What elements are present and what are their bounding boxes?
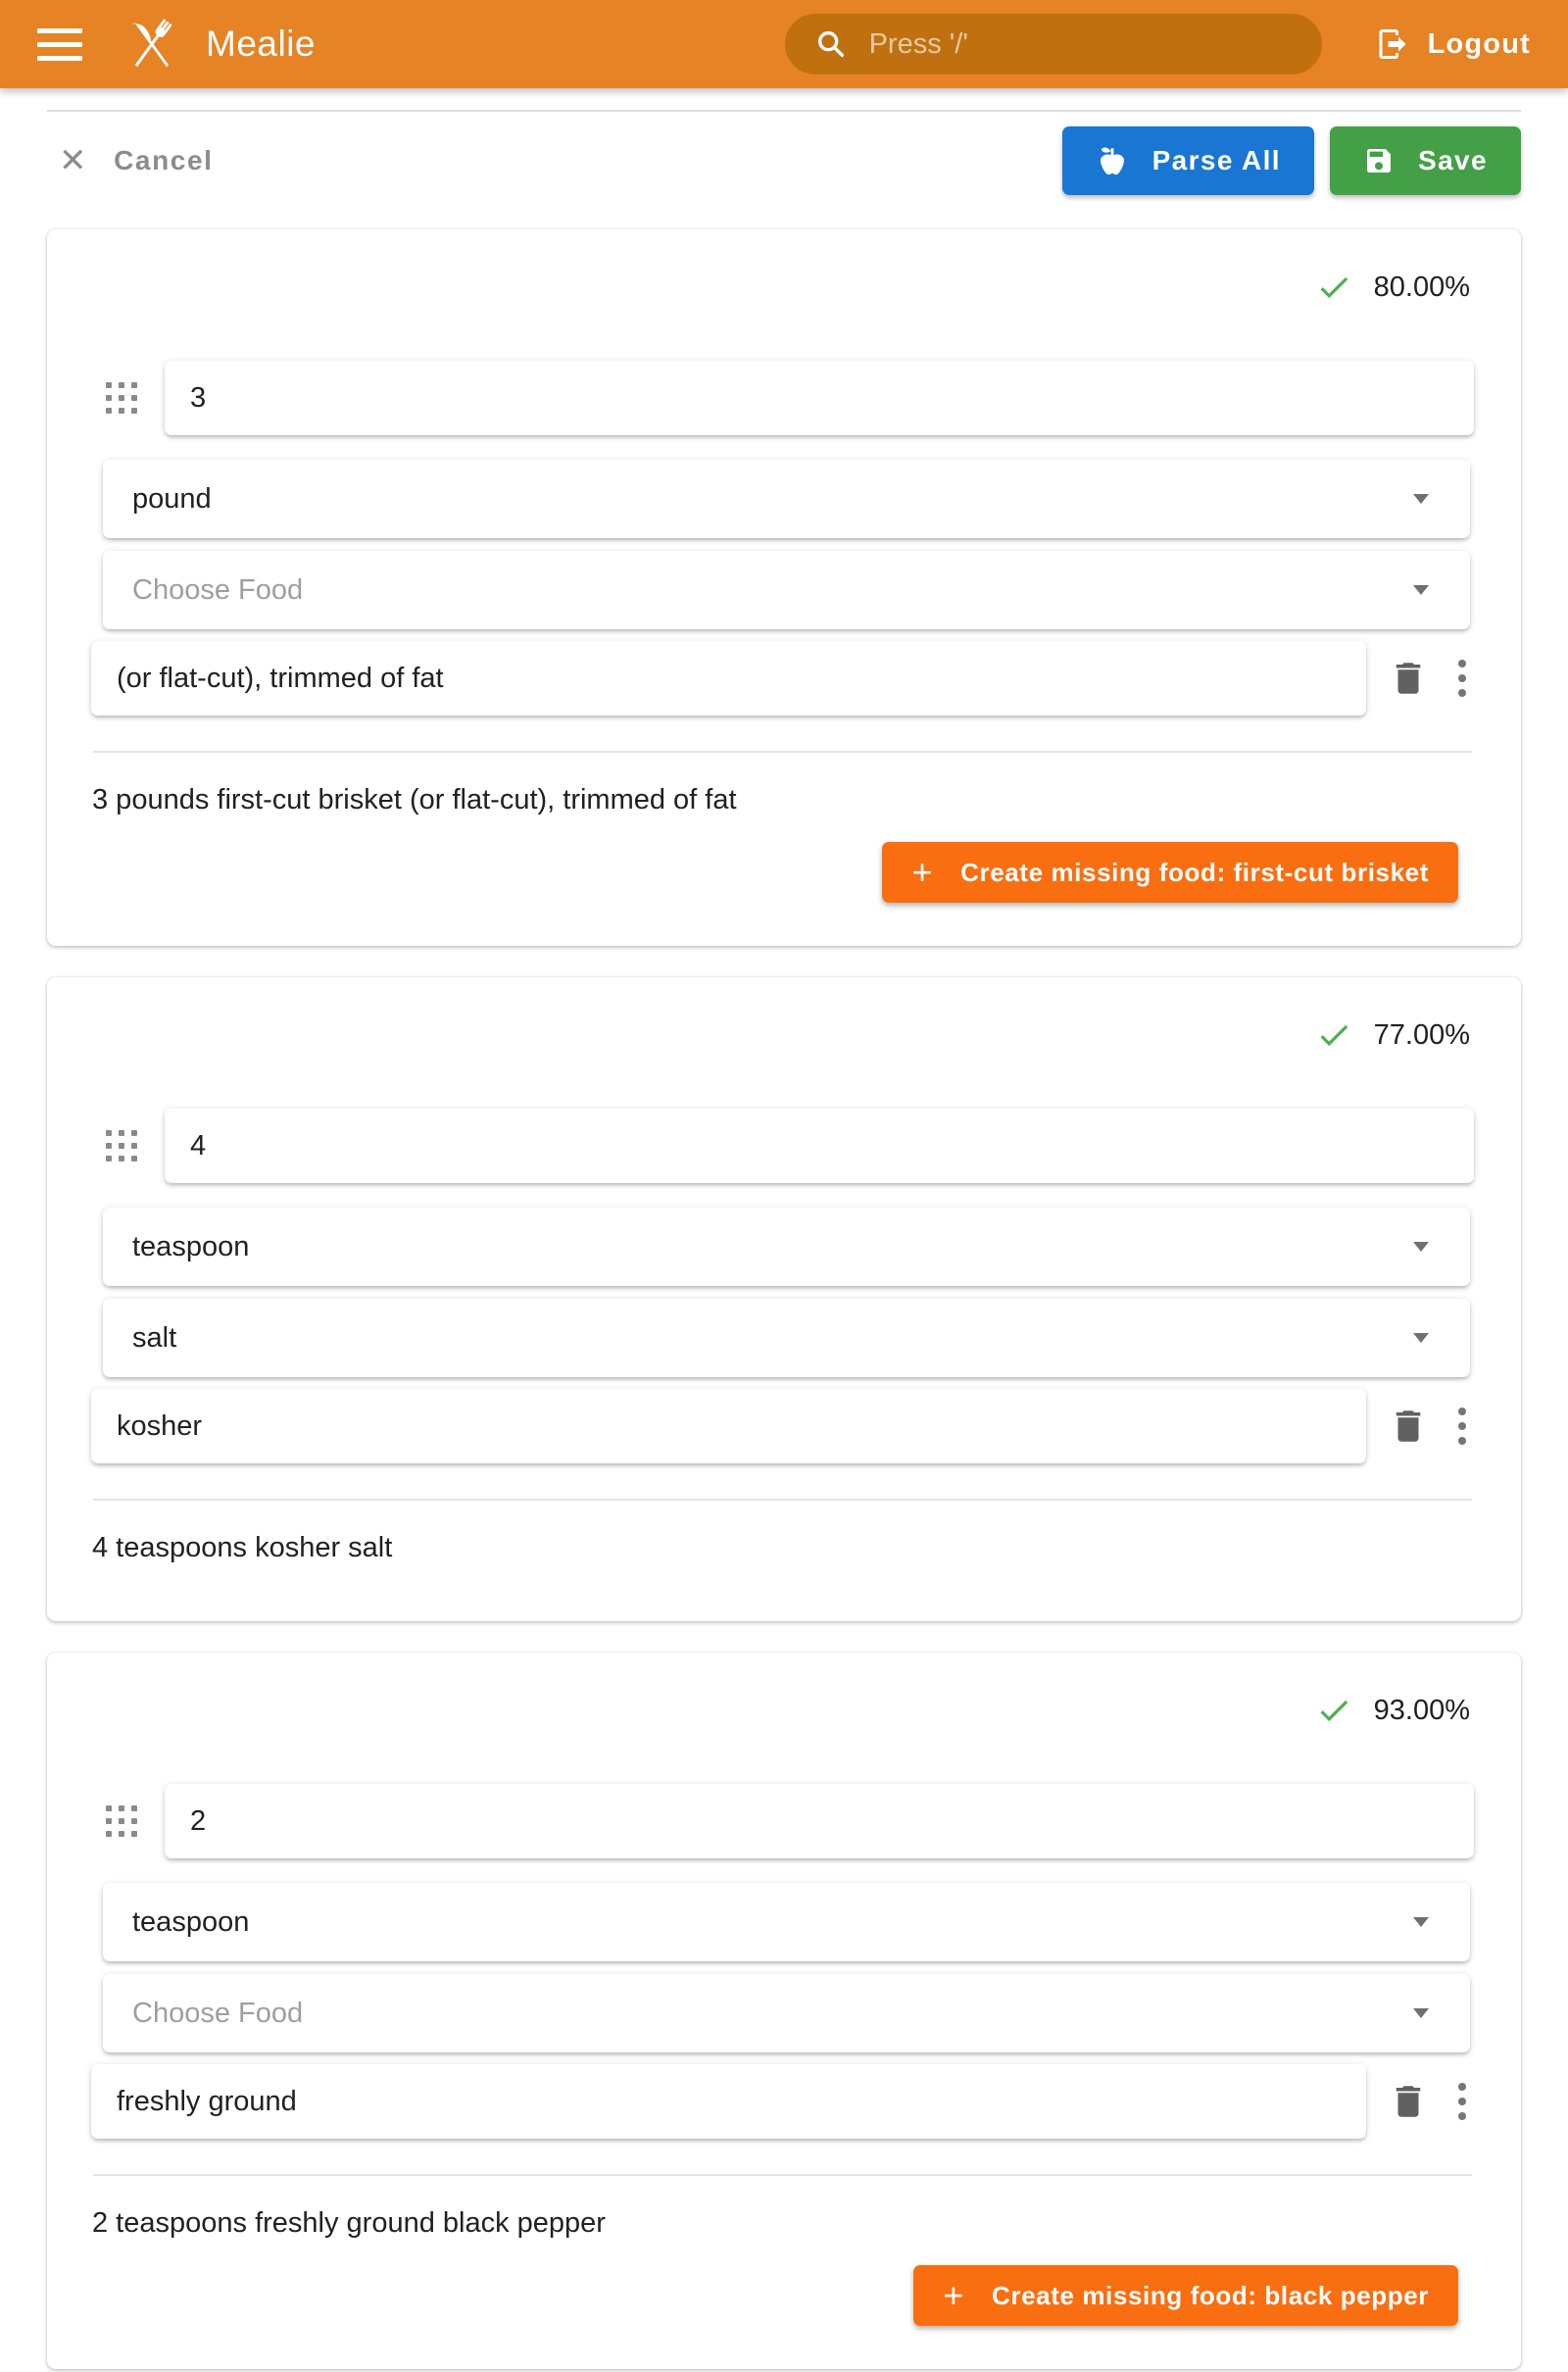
chevron-down-icon	[1413, 1917, 1429, 1927]
drag-handle[interactable]	[106, 382, 137, 414]
ingredient-card	[47, 1653, 1521, 2369]
unit-value: teaspoon	[132, 1230, 250, 1262]
app-title: Mealie	[206, 24, 316, 64]
search-icon	[814, 27, 848, 61]
check-icon	[1315, 269, 1352, 306]
chevron-down-icon	[1413, 2008, 1429, 2018]
food-select[interactable]	[103, 1974, 1470, 2052]
note-row	[90, 641, 1474, 716]
logout-button[interactable]	[1375, 26, 1531, 62]
unit-select[interactable]	[103, 1208, 1470, 1286]
amount-input[interactable]	[165, 1784, 1474, 1858]
amount-row	[90, 361, 1474, 435]
menu-icon[interactable]	[37, 28, 82, 61]
note-input[interactable]	[91, 1389, 1366, 1463]
toolbar	[47, 124, 1521, 198]
original-ingredient-text: 3 pounds first-cut brisket (or flat-cut), trimmed of fat	[92, 784, 737, 815]
original-ingredient-text: 4 teaspoons kosher salt	[92, 1532, 393, 1563]
apple-icon	[1096, 144, 1129, 177]
food-placeholder: Choose Food	[132, 573, 304, 606]
confidence-row	[90, 1688, 1474, 1733]
header-divider	[47, 110, 1521, 112]
kebab-menu-icon[interactable]	[1458, 660, 1466, 697]
drag-handle[interactable]	[106, 1130, 137, 1161]
unit-select[interactable]	[103, 460, 1470, 538]
unit-value: teaspoon	[132, 1905, 250, 1938]
chevron-down-icon	[1413, 585, 1429, 595]
save-label: Save	[1418, 145, 1488, 175]
check-icon	[1315, 1016, 1352, 1054]
missing-food-row	[90, 2265, 1474, 2326]
original-ingredient-text: 2 teaspoons freshly ground black pepper	[92, 2207, 606, 2239]
ingredient-card	[47, 977, 1521, 1621]
create-missing-food-label: Create missing food: first-cut brisket	[960, 857, 1429, 887]
delete-icon[interactable]	[1388, 658, 1429, 699]
delete-icon[interactable]	[1388, 2081, 1429, 2122]
logout-label: Logout	[1427, 27, 1531, 60]
card-divider	[93, 1499, 1472, 1501]
note-row	[90, 1389, 1474, 1463]
confidence-value: 80.00%	[1373, 271, 1470, 303]
parse-all-button[interactable]	[1062, 126, 1314, 195]
parse-all-label: Parse All	[1152, 145, 1281, 175]
cancel-label: Cancel	[114, 145, 214, 175]
plus-icon: +	[911, 852, 934, 892]
amount-input[interactable]	[165, 361, 1474, 435]
kebab-menu-icon[interactable]	[1458, 1408, 1466, 1445]
food-select[interactable]	[103, 551, 1470, 629]
note-input[interactable]	[91, 2064, 1366, 2139]
unit-value: pound	[132, 482, 212, 515]
amount-row	[90, 1109, 1474, 1183]
drag-handle[interactable]	[106, 1805, 137, 1837]
delete-icon[interactable]	[1388, 1406, 1429, 1447]
missing-food-row	[90, 842, 1474, 903]
app-bar	[0, 0, 1568, 88]
chevron-down-icon	[1413, 1333, 1429, 1343]
unit-select[interactable]	[103, 1883, 1470, 1961]
search-placeholder: Press '/'	[868, 27, 968, 60]
create-missing-food-button[interactable]	[913, 2265, 1458, 2326]
chevron-down-icon	[1413, 494, 1429, 504]
card-divider	[93, 2174, 1472, 2176]
food-placeholder: Choose Food	[132, 1997, 304, 2029]
check-icon	[1315, 1692, 1352, 1729]
close-icon: ✕	[59, 142, 89, 179]
food-value: salt	[132, 1321, 177, 1354]
confidence-value: 77.00%	[1373, 1018, 1470, 1051]
ingredient-parser-page	[0, 110, 1568, 2369]
create-missing-food-button[interactable]	[882, 842, 1458, 903]
confidence-row	[90, 265, 1474, 310]
cancel-button[interactable]	[59, 144, 214, 177]
mealie-logo-icon[interactable]	[120, 12, 184, 76]
note-input[interactable]	[91, 641, 1366, 716]
ingredient-card	[47, 229, 1521, 946]
kebab-menu-icon[interactable]	[1458, 2083, 1466, 2120]
note-row	[90, 2064, 1474, 2139]
confidence-value: 93.00%	[1373, 1694, 1470, 1726]
card-divider	[93, 751, 1472, 753]
search-input[interactable]	[785, 14, 1322, 74]
create-missing-food-label: Create missing food: black pepper	[991, 2280, 1429, 2310]
save-icon	[1363, 145, 1395, 176]
logout-icon	[1375, 26, 1410, 62]
food-select[interactable]	[103, 1299, 1470, 1377]
amount-row	[90, 1784, 1474, 1858]
confidence-row	[90, 1013, 1474, 1058]
chevron-down-icon	[1413, 1242, 1429, 1252]
plus-icon: +	[943, 2275, 964, 2315]
save-button[interactable]	[1330, 126, 1521, 195]
amount-input[interactable]	[165, 1109, 1474, 1183]
